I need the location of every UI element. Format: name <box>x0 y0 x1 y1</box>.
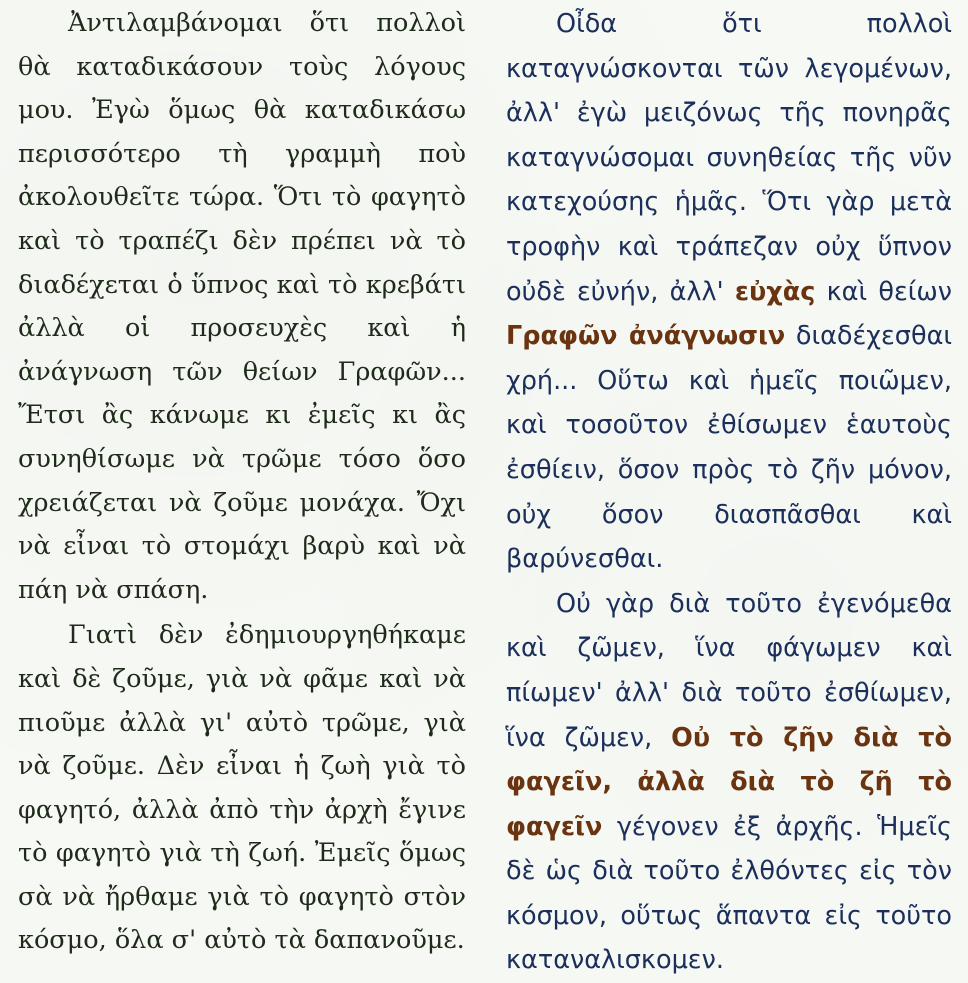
text-segment: διαδέχεσθαι χρή... Οὕτω καὶ ἡμεῖς ποιῶμεν, καὶ τοσοῦτον ἐθίσωμεν ἑαυτοὺς ἐσθίειν, ὅσον πρὸς τὸ ζῆν μόνον, οὐχ ὅσον διασπᾶσθαι καὶ βαρύνεσθαι. <box>506 321 953 575</box>
highlighted-phrase: εὐχὰς <box>734 276 816 307</box>
text-segment: Οὐ γὰρ διὰ τοῦτο ἐγενόμεθα καὶ ζῶμεν, ἵνα φάγωμεν καὶ πίωμεν' ἀλλ' διὰ τοῦτο ἐσθίωμεν, ἵνα ζῶμεν, <box>506 588 952 753</box>
highlighted-phrase: Γραφῶν ἀνάγνωσιν <box>506 321 786 352</box>
text-segment: Οἶδα ὅτι πολλοὶ καταγνώσκονται τῶν λεγομένων, ἀλλ' ἐγὼ μειζόνως τῆς πονηρᾶς καταγνώσομαι συνηθείας τῆς νῦν κατεχούσης ἡμᾶς. Ὅτι γὰρ μετὰ τροφὴν καὶ τράπεζαν οὐχ ὕπνον οὐδὲ εὐνήν, ἀλλ' <box>506 9 952 307</box>
modern-greek-column <box>18 0 466 963</box>
ancient-greek-paragraph-1 <box>506 2 952 582</box>
text-segment: καὶ θείων <box>815 276 952 307</box>
ancient-greek-paragraph-2 <box>506 582 952 983</box>
highlighted-phrase: Οὐ τὸ ζῆν διὰ τὸ φαγεῖν, ἀλλὰ διὰ τὸ ζῆ τὸ φαγεῖν <box>506 722 952 842</box>
modern-greek-paragraph-1: Ἀντιλαμβάνομαι ὅτι πολλοὶ θὰ καταδικάσουν τοὺς λόγους μου. Ἐγὼ ὅμως θὰ καταδικάσω περισσότερο τὴ γραμμὴ ποὺ ἀκολουθεῖτε τώρα. Ὅτι τὸ φαγητὸ καὶ τὸ τραπέζι δὲν πρέπει νὰ τὸ διαδέχεται ὁ ὕπνος καὶ τὸ κρεβάτι ἀλλὰ οἱ προσευχὲς καὶ ἡ ἀνάγνωση τῶν θείων Γραφῶν... Ἔτσι ἂς κάνωμε κι ἐμεῖς κι ἂς συνηθίσωμε νὰ τρῶμε τόσο ὅσο χρειάζεται νὰ ζοῦμε μονάχα. Ὄχι νὰ εἶναι τὸ στομάχι βαρὺ καὶ νὰ πάη νὰ σπάση. <box>18 8 466 605</box>
text-segment: γέγονεν ἐξ ἀρχῆς. Ἡμεῖς δὲ ὡς διὰ τοῦτο ἐλθόντες εἰς τὸν κόσμον, οὕτως ἅπαντα εἰς τοῦτο καταναλισκομεν. <box>506 811 952 976</box>
ancient-greek-column <box>506 0 952 983</box>
modern-greek-paragraph-2: Γιατὶ δὲν ἐδημιουργηθήκαμε καὶ δὲ ζοῦμε, γιὰ νὰ φᾶμε καὶ νὰ πιοῦμε ἀλλὰ γι' αὐτὸ τρῶμε, γιὰ νὰ ζοῦμε. Δὲν εἶναι ἡ ζωὴ γιὰ τὸ φαγητό, ἀλλὰ ἀπὸ τὴν ἀρχὴ ἔγινε τὸ φαγητὸ γιὰ τὴ ζωή. Ἐμεῖς ὅμως σὰ νὰ ἤρθαμε γιὰ τὸ φαγητὸ στὸν κόσμο, ὅλα σ' αὐτὸ τὰ δαπανοῦμε. <box>18 620 466 956</box>
